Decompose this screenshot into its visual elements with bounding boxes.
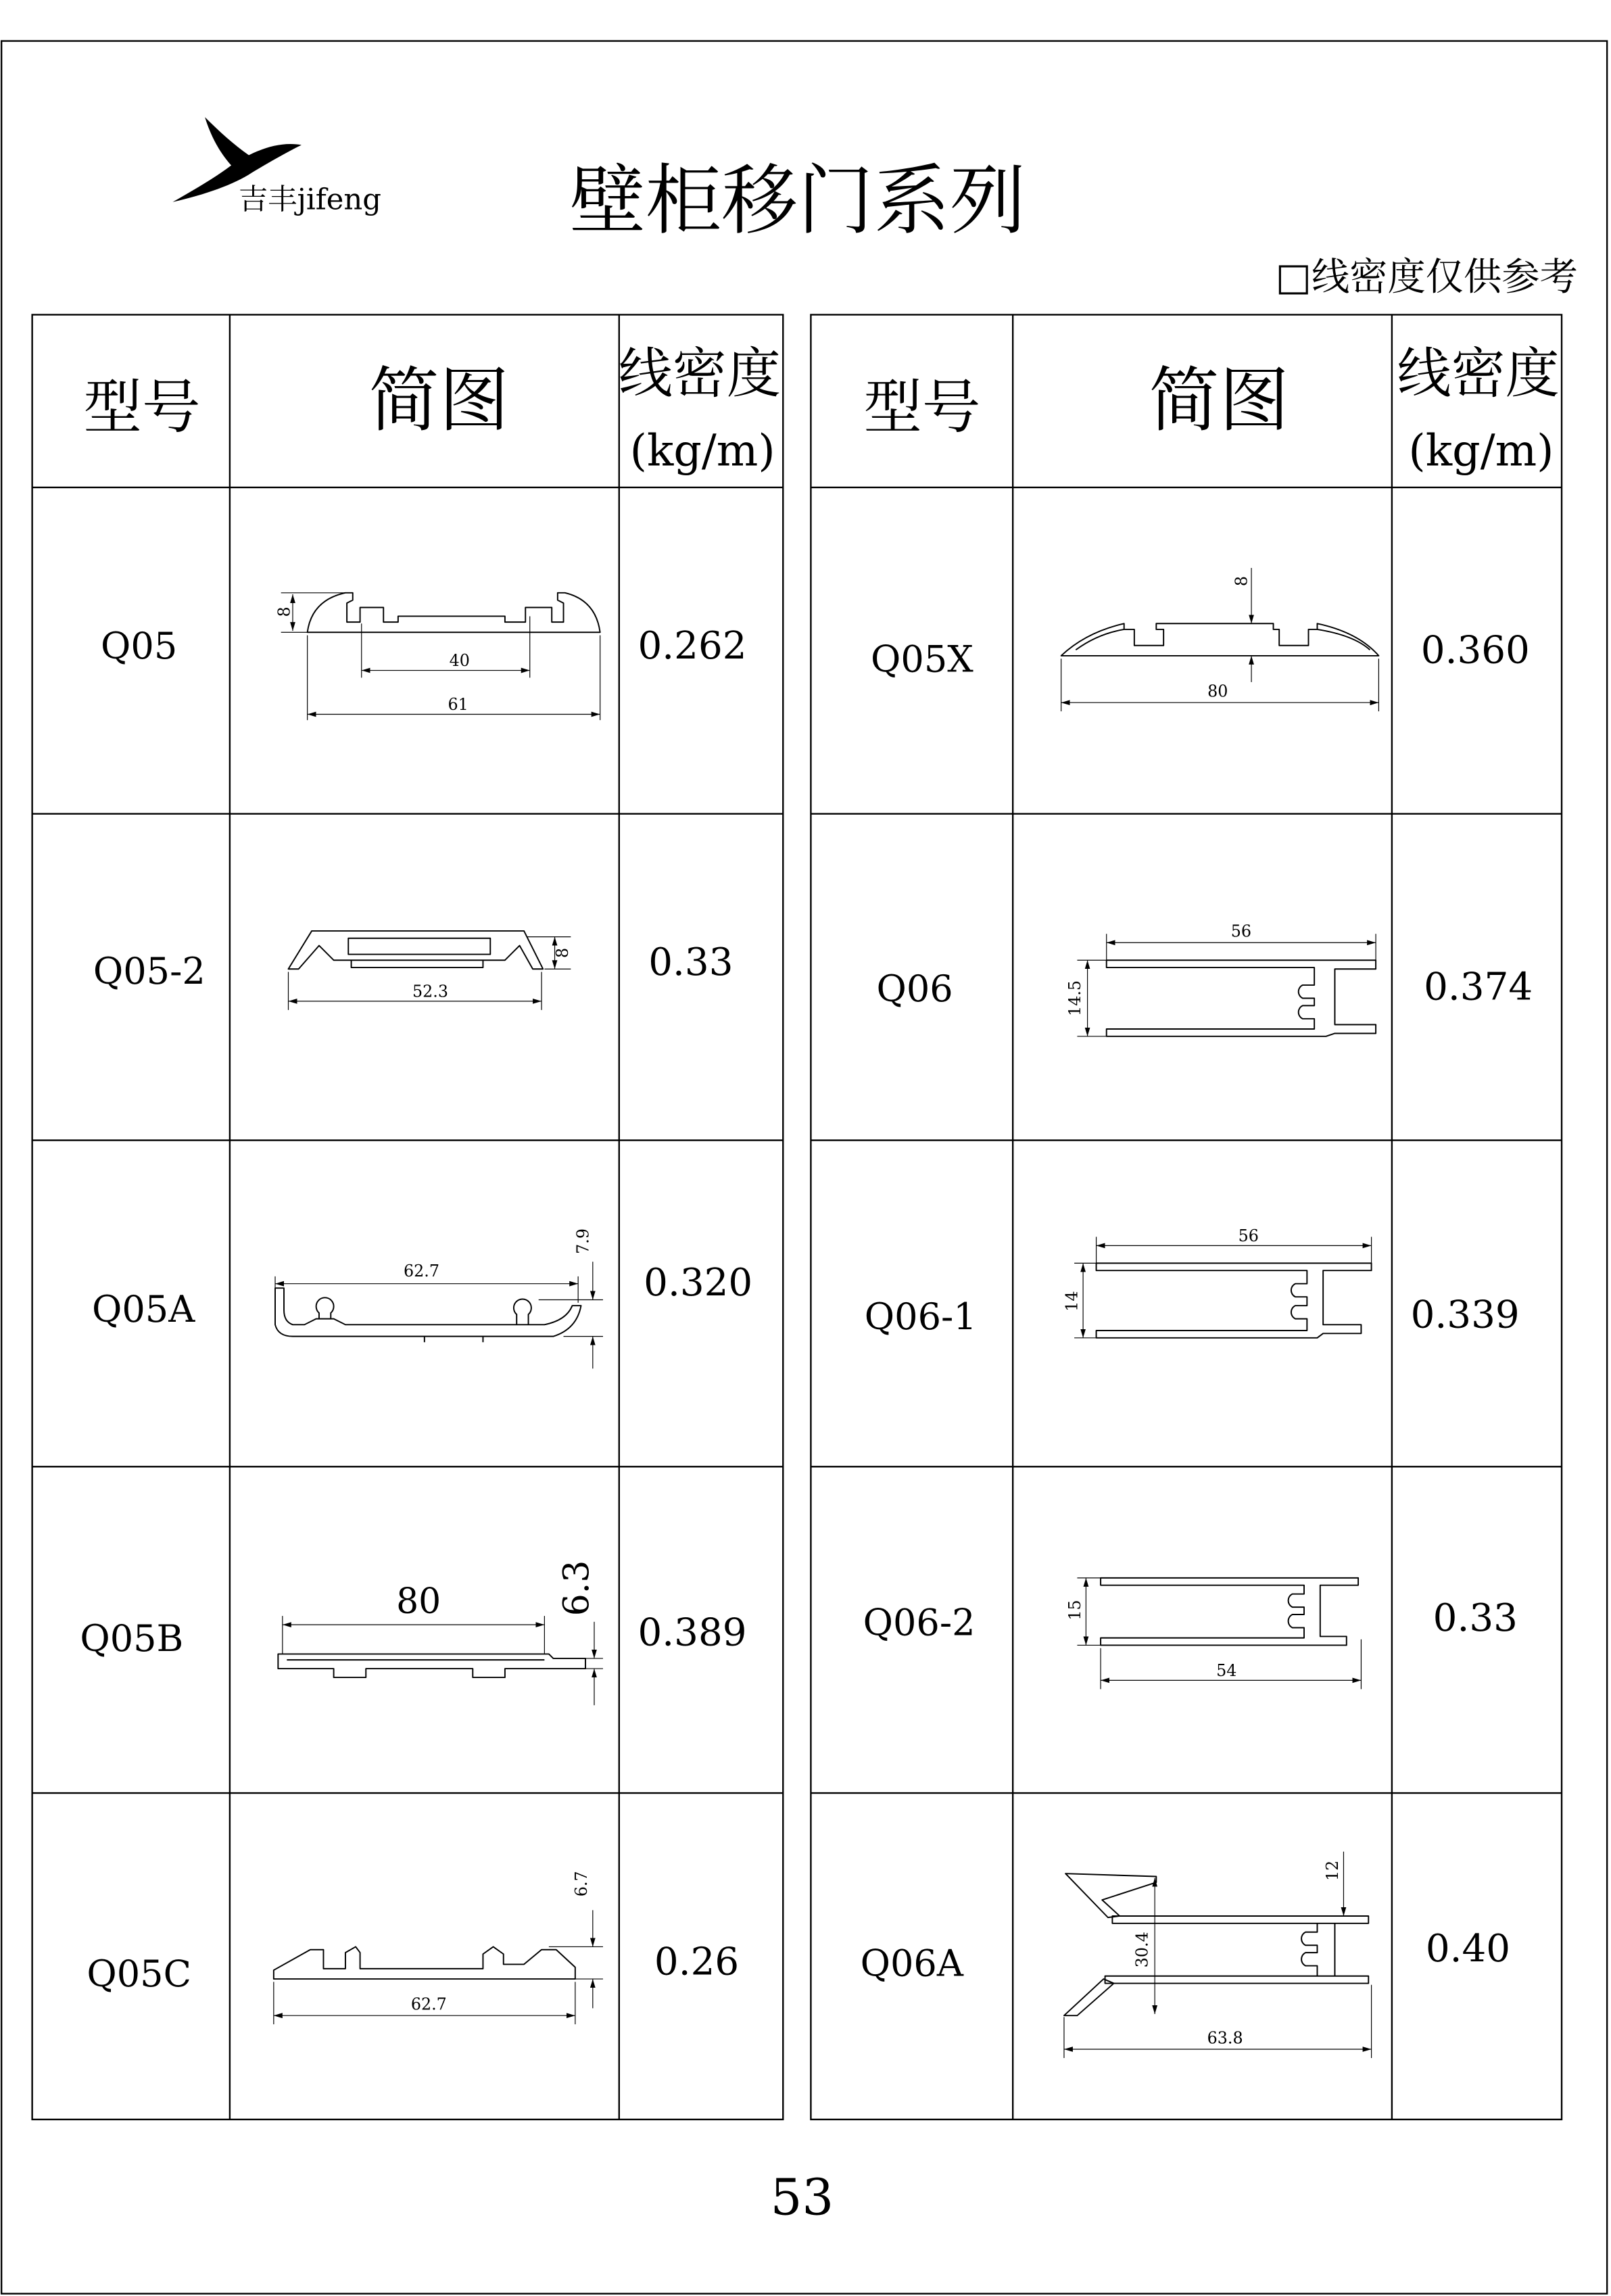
density-cell: 0.262 bbox=[638, 624, 747, 669]
profile-detail bbox=[1076, 629, 1370, 650]
density-cell: 0.374 bbox=[1424, 965, 1533, 1009]
profile-outline bbox=[308, 593, 600, 632]
model-cell: Q06A bbox=[860, 1942, 963, 1985]
profile-top-flange bbox=[1065, 1873, 1156, 1917]
logo-text: 吉丰jifeng bbox=[238, 183, 381, 217]
column-header-density: 线密度 bbox=[618, 342, 782, 406]
right-table-header bbox=[863, 342, 1559, 476]
model-cell: Q05A bbox=[92, 1287, 195, 1331]
left-table-header bbox=[83, 342, 781, 476]
profile-drawing-q06-1 bbox=[1062, 1226, 1371, 1338]
profile-drawing-q05c bbox=[274, 1871, 603, 2024]
dimension-label: 6.7 bbox=[572, 1871, 592, 1897]
page-number: 53 bbox=[770, 2169, 834, 2227]
profile-drawing-q06 bbox=[1065, 922, 1376, 1036]
model-cell: Q05-2 bbox=[93, 949, 206, 992]
profile-drawing-q06a bbox=[1064, 1852, 1372, 2058]
dimension-label: 80 bbox=[1207, 681, 1228, 701]
dimension-label: 56 bbox=[1238, 1226, 1259, 1245]
extension-line bbox=[275, 1276, 603, 1337]
profile-drawing-q05-2 bbox=[289, 931, 573, 1010]
extension-line bbox=[283, 1616, 603, 1669]
profile-drawing-q05x bbox=[1061, 568, 1379, 711]
profile-detail bbox=[352, 960, 483, 967]
page-frame bbox=[1, 41, 1607, 2294]
profile-outline bbox=[1101, 1578, 1358, 1646]
column-header-density: 线密度 bbox=[1397, 342, 1560, 406]
dimension-label: 8 bbox=[274, 606, 294, 617]
model-cell: Q06 bbox=[876, 967, 953, 1010]
column-header-model: 型号 bbox=[863, 374, 981, 442]
left-table-body bbox=[80, 624, 752, 1995]
model-cell: Q06-2 bbox=[863, 1601, 976, 1644]
model-cell: Q05C bbox=[87, 1952, 191, 1995]
profile-bottom-flange bbox=[1064, 1979, 1114, 2015]
profile-drawing-q06-2 bbox=[1065, 1578, 1362, 1690]
dimension-label: 62.7 bbox=[410, 1994, 447, 2014]
dimension-label: 8 bbox=[553, 947, 573, 958]
header bbox=[172, 117, 1577, 299]
profile-bump bbox=[316, 1297, 334, 1318]
profile-outline bbox=[275, 1288, 581, 1336]
dimension-label: 40 bbox=[449, 651, 470, 671]
profile-outline bbox=[278, 1654, 585, 1677]
profile-bump bbox=[514, 1299, 531, 1324]
dimension-label: 52.3 bbox=[412, 982, 449, 1001]
left-table-grid bbox=[32, 314, 784, 2119]
dimension-label: 63.8 bbox=[1207, 2028, 1243, 2048]
column-header-model: 型号 bbox=[83, 374, 201, 442]
profile-drawing-q05b bbox=[278, 1560, 603, 1706]
dimension-label: 56 bbox=[1230, 922, 1252, 941]
dimension-label: 61 bbox=[448, 695, 468, 715]
dimension-label: 14.5 bbox=[1065, 980, 1084, 1017]
density-cell: 0.320 bbox=[644, 1261, 753, 1306]
dimension-label: 8 bbox=[1232, 575, 1251, 587]
column-header-unit: (kg/m) bbox=[629, 425, 775, 477]
density-cell: 0.26 bbox=[654, 1940, 740, 1984]
model-cell: Q06-1 bbox=[864, 1295, 977, 1338]
dimension-label: 54 bbox=[1216, 1660, 1237, 1680]
density-cell: 0.389 bbox=[638, 1610, 747, 1655]
right-table-grid bbox=[811, 314, 1562, 2119]
page-title: 壁柜移门系列 bbox=[569, 156, 1026, 245]
model-cell: Q05X bbox=[871, 638, 973, 681]
profile-outline bbox=[1061, 623, 1379, 656]
profile-outline bbox=[1107, 960, 1376, 1036]
profile-drawing-q05 bbox=[275, 593, 600, 720]
profile-drawing-q05a bbox=[275, 1228, 603, 1368]
profile-bottom-rail bbox=[1105, 1976, 1369, 1984]
profile-hollow bbox=[348, 938, 490, 955]
profile-top-rail bbox=[1112, 1916, 1368, 1923]
model-cell: Q05B bbox=[80, 1617, 184, 1660]
density-cell: 0.339 bbox=[1410, 1293, 1520, 1337]
dimension-label: 30.4 bbox=[1132, 1932, 1152, 1968]
dimension-label: 80 bbox=[396, 1581, 441, 1622]
density-cell: 0.40 bbox=[1425, 1927, 1511, 1971]
extension-line bbox=[1074, 1237, 1371, 1337]
reference-note: □线密度仅供参考 bbox=[1275, 255, 1578, 300]
profile-outline bbox=[274, 1946, 575, 1979]
column-header-diagram: 简图 bbox=[368, 359, 510, 441]
dimension-label: 62.7 bbox=[404, 1261, 440, 1281]
profile-outline bbox=[1097, 1263, 1372, 1337]
density-cell: 0.360 bbox=[1420, 628, 1530, 673]
dimension-label: 7.9 bbox=[573, 1228, 593, 1254]
dimension-label: 14 bbox=[1062, 1291, 1082, 1312]
density-cell: 0.33 bbox=[648, 940, 734, 984]
profile-right-body bbox=[1301, 1923, 1335, 1976]
extension-line bbox=[1077, 934, 1376, 1036]
column-header-diagram: 简图 bbox=[1149, 359, 1290, 441]
dimension-label: 12 bbox=[1322, 1860, 1342, 1881]
column-header-unit: (kg/m) bbox=[1408, 425, 1554, 477]
dimension-label: 15 bbox=[1065, 1600, 1084, 1621]
profile-outline bbox=[289, 931, 544, 969]
profile-detail bbox=[425, 1337, 483, 1343]
dimension-label: 6.3 bbox=[556, 1560, 598, 1617]
model-cell: Q05 bbox=[101, 625, 178, 668]
density-cell: 0.33 bbox=[1433, 1596, 1518, 1640]
right-table-body bbox=[861, 629, 1533, 1985]
